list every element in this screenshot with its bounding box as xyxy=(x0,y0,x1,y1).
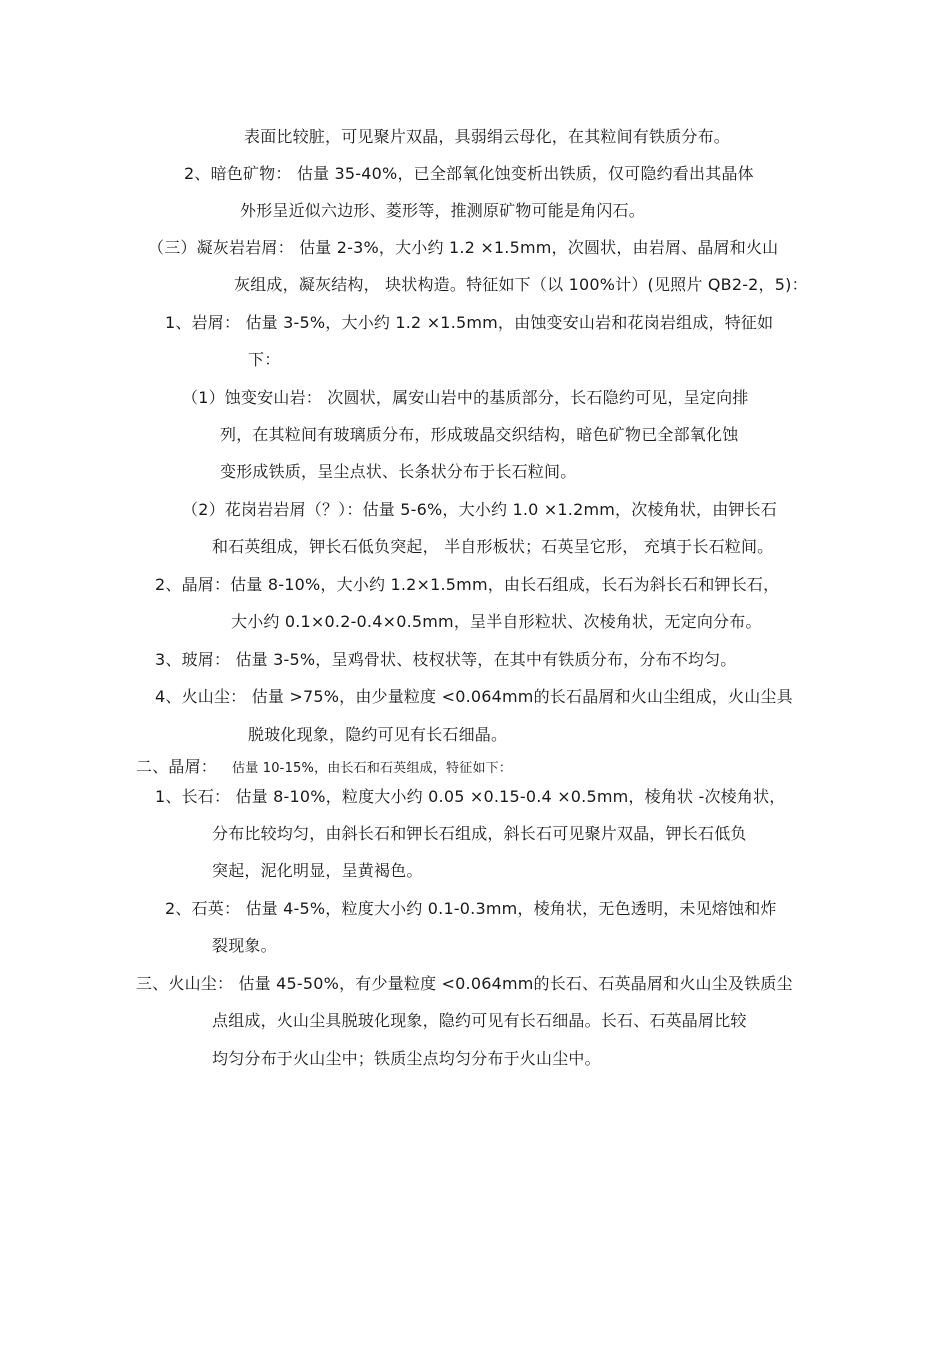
text-line: 列，在其粒间有玻璃质分布，形成玻晶交织结构，暗色矿物已全部氧化蚀 xyxy=(220,425,739,444)
text-line: 1、岩屑： 估量 3-5%，大小约 1.2 ×1.5mm，由蚀变安山岩和花岗岩组成，特征如 xyxy=(165,313,774,332)
text-line: 2、晶屑：估量 8-10%，大小约 1.2×1.5mm，由长石组成，长石为斜长石和钾长石， xyxy=(155,575,780,594)
text-line: 估量 10-15%，由长石和石英组成，特征如下： xyxy=(232,761,513,776)
text-line: 均匀分布于火山尘中；铁质尘点均匀分布于火山尘中。 xyxy=(212,1049,601,1068)
text-line: 外形呈近似六边形、菱形等，推测原矿物可能是角闪石。 xyxy=(240,201,646,220)
text-line: 表面比较脏，可见聚片双晶，具弱绢云母化，在其粒间有铁质分布。 xyxy=(244,127,731,146)
text-line: 突起，泥化明显，呈黄褐色。 xyxy=(212,861,423,880)
text-line: 下： xyxy=(248,350,281,369)
text-line: 变形成铁质，呈尘点状、长条状分布于长石粒间。 xyxy=(220,462,577,481)
text-line: 2、暗色矿物： 估量 35-40%，已全部氧化蚀变析出铁质，仅可隐约看出其晶体 xyxy=(184,164,754,183)
text-line: 4、火山尘： 估量 >75%，由少量粒度 <0.064mm的长石晶屑和火山尘组成，火山尘具 xyxy=(155,687,793,706)
section-heading: 二、晶屑： xyxy=(136,757,218,776)
text-line: 和石英组成，钾长石低负突起， 半自形板状；石英呈它形， 充填于长石粒间。 xyxy=(212,537,774,556)
text-line: 1、长石： 估量 8-10%，粒度大小约 0.05 ×0.15-0.4 ×0.5mm，棱角状 -次棱角状， xyxy=(155,787,786,806)
text-line: 点组成，火山尘具脱玻化现象，隐约可见有长石细晶。长石、石英晶屑比较 xyxy=(212,1011,747,1030)
text-line: 灰组成，凝灰结构， 块状构造。特征如下（以 100%计）(见照片 QB2-2，5)： xyxy=(234,275,808,294)
text-line: 2、石英： 估量 4-5%，粒度大小约 0.1-0.3mm，棱角状，无色透明，未见熔蚀和炸 xyxy=(165,899,777,918)
text-line: 三、火山尘： 估量 45-50%，有少量粒度 <0.064mm的长石、石英晶屑和火山尘及铁质尘 xyxy=(136,974,793,993)
text-line: （三）凝灰岩岩屑： 估量 2-3%，大小约 1.2 ×1.5mm，次圆状，由岩屑、晶屑和火山 xyxy=(148,238,779,257)
text-line: 脱玻化现象，隐约可见有长石细晶。 xyxy=(248,725,508,744)
text-line: 裂现象。 xyxy=(212,936,277,955)
text-line: 分布比较均匀，由斜长石和钾长石组成，斜长石可见聚片双晶，钾长石低负 xyxy=(212,824,747,843)
text-line: （2）花岗岩岩屑（？）：估量 5-6%，大小约 1.0 ×1.2mm，次棱角状，由钾长石 xyxy=(182,500,778,519)
text-line: 3、玻屑： 估量 3-5%，呈鸡骨状、枝杈状等，在其中有铁质分布，分布不均匀。 xyxy=(155,650,737,669)
text-line: （1）蚀变安山岩： 次圆状，属安山岩中的基质部分，长石隐约可见，呈定向排 xyxy=(182,388,749,407)
text-line: 大小约 0.1×0.2-0.4×0.5mm，呈半自形粒状、次棱角状，无定向分布。 xyxy=(231,612,762,631)
